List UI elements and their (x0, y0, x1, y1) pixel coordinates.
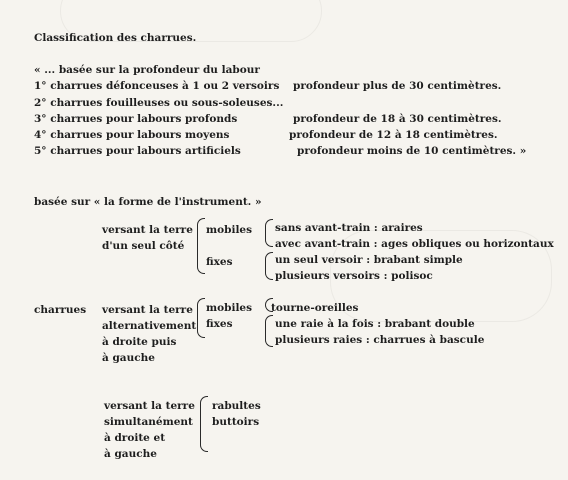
depth-row-1-label: 1° charrues défonceuses à 1 ou 2 versoirs (34, 80, 280, 92)
group1-mobiles-label: mobiles (206, 224, 253, 236)
group2-mobiles-item-1: tourne-oreilles (271, 302, 359, 314)
depth-row-4-label: 4° charrues pour labours moyens (34, 129, 230, 141)
depth-intro: « ... basée sur la profondeur du labour (34, 64, 260, 76)
group2-line-2: alternativement (102, 320, 197, 332)
group3-item-1: rabultes (212, 400, 261, 412)
group3-line-1: versant la terre (104, 400, 195, 412)
group1-mobiles-item-2: avec avant-train : ages obliques ou horizontaux (275, 238, 554, 250)
group2-line-1: versant la terre (102, 304, 193, 316)
page-title: Classification des charrues. (34, 32, 197, 44)
brace (197, 298, 205, 338)
group2-line-3: à droite puis (102, 336, 177, 348)
group1-line-1: versant la terre (102, 224, 193, 236)
group3-line-3: à droite et (104, 432, 166, 444)
depth-row-5-label: 5° charrues pour labours artificiels (34, 145, 241, 157)
group1-fixes-item-2: plusieurs versoirs : polisoc (275, 270, 433, 282)
depth-row-3-value: profondeur de 18 à 30 centimètres. (293, 113, 502, 125)
group2-fixes-label: fixes (206, 318, 233, 330)
group1-line-2: d'un seul côté (102, 240, 185, 252)
group1-fixes-label: fixes (206, 256, 233, 268)
group2-fixes-item-2: plusieurs raies : charrues à bascule (275, 334, 485, 346)
group1-mobiles-item-1: sans avant-train : araires (275, 222, 423, 234)
depth-row-5-value: profondeur moins de 10 centimètres. » (297, 145, 527, 157)
depth-row-3-label: 3° charrues pour labours profonds (34, 113, 238, 125)
charrues-label: charrues (34, 304, 87, 316)
form-heading: basée sur « la forme de l'instrument. » (34, 196, 262, 208)
group3-line-2: simultanément (104, 416, 193, 428)
group3-item-2: buttoirs (212, 416, 260, 428)
depth-row-1-value: profondeur plus de 30 centimètres. (293, 80, 502, 92)
brace (265, 219, 273, 247)
group2-fixes-item-1: une raie à la fois : brabant double (275, 318, 475, 330)
brace (265, 315, 273, 347)
brace (265, 298, 273, 312)
group1-fixes-item-1: un seul versoir : brabant simple (275, 254, 463, 266)
brace (265, 252, 273, 280)
depth-row-4-value: profondeur de 12 à 18 centimètres. (289, 129, 498, 141)
group2-mobiles-label: mobiles (206, 302, 253, 314)
group2-line-4: à gauche (102, 352, 155, 364)
group3-line-4: à gauche (104, 448, 157, 460)
brace (197, 218, 205, 274)
brace (200, 396, 208, 452)
depth-row-2-label: 2° charrues fouilleuses ou sous-soleuses... (34, 97, 284, 109)
